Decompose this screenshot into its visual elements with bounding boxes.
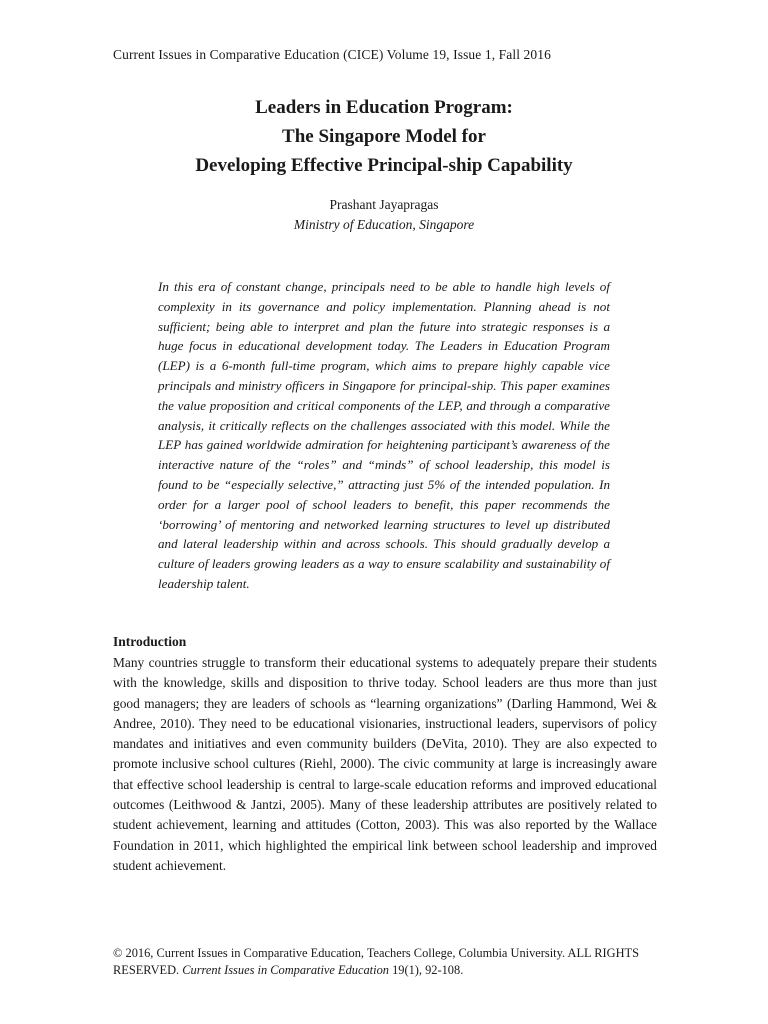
copyright-text: © 2016, Current Issues in Comparative Education, Teachers College, Columbia University. ALL RIGHTS RESERVED.	[113, 946, 639, 977]
introduction-paragraph: Many countries struggle to transform their educational systems to adequately prepare their students with the knowledge, skills and disposition to thrive today. School leaders are thus more than just good managers; they are leaders of schools as “learning organizations” (Darling Hammond, Wei & Andree, 2010). They need to be educational visionaries, instructional leaders, supervisors of policy mandates and initiatives and even community builders (DeVita, 2010). They are also expected to promote inclusive school cultures (Riehl, 2000). The civic community at large is increasingly aware that effective school leadership is central to large-scale education reforms and improved educational outcomes (Leithwood & Jantzi, 2005). Many of these leadership attributes are positively related to student achievement, learning and attitudes (Cotton, 2003). This was also reported by the Wallace Foundation in 2011, which highlighted the empirical link between school leadership and improved student achievement.	[113, 655, 657, 873]
copyright-footer	[113, 945, 657, 979]
title-line-1: Leaders in Education Program:	[255, 97, 513, 118]
abstract: In this era of constant change, principals need to be able to handle high levels of complexity in its governance and policy implementation. Planning ahead is not sufficient; being able to interpret and plan the future into strategic responses is a huge focus in educational development today. The Leaders in Education Program (LEP) is a 6-month full-time program, which aims to prepare highly capable vice principals and ministry officers in Singapore for principal-ship. This paper examines the value proposition and critical components of the LEP, and through a comparative analysis, it critically reflects on the challenges associated with this model. While the LEP has gained worldwide admiration for heightening participant’s awareness of the interactive nature of the “roles” and “minds” of school leadership, this model is found to be “especially selective,” attracting just 5% of the intended population. In order for a larger pool of school leaders to benefit, this paper recommends the ‘borrowing’ of mentoring and networked learning structures to level up distributed and lateral leadership within and across schools. This should gradually develop a culture of leaders growing leaders as a way to ensure scalability and sustainability of leadership talent.	[158, 279, 610, 591]
section-heading-introduction: Introduction	[113, 634, 187, 649]
citation-details: 19(1), 92-108.	[388, 963, 464, 977]
title-line-3: Developing Effective Principal-ship Capability	[195, 155, 573, 176]
title-line-2: The Singapore Model for	[282, 126, 486, 147]
journal-header: Current Issues in Comparative Education (CICE) Volume 19, Issue 1, Fall 2016	[113, 47, 551, 62]
article-title	[0, 93, 768, 180]
author-name: Prashant Jayapragas	[329, 197, 439, 212]
author-affiliation: Ministry of Education, Singapore	[293, 217, 475, 232]
citation-journal: Current Issues in Comparative Education	[182, 963, 389, 977]
